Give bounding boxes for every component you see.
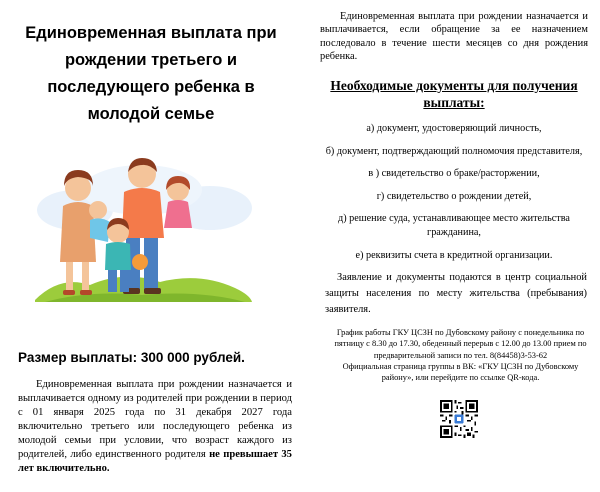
vk-page-text: Официальная страница группы в ВК: «ГКУ ЦСЗН по Дубовскому району», или перейдите по ссылке QR-кода. [342, 361, 579, 383]
document-item: б) документ, подтверждающий полномочия представителя, [325, 145, 583, 157]
page-title: Единовременная выплата при рождении третьего и последующего ребенка в молодой семье [25, 24, 277, 123]
submission-info-text: Заявление и документы подаются в центр социальной защиты населения по месту жительства (пребывания) заявителя. [325, 272, 587, 315]
family-illustration [30, 150, 255, 310]
schedule-text: График работы ГКУ ЦСЗН по Дубовскому району с понедельника по пятницу с 8.30 до 17.30, обеденный перерыв с 12.00 до 13.00 прием по предварительной записи по тел. 8(84458)3-53-62 [334, 328, 587, 360]
eligibility-text [18, 378, 292, 476]
girl-figure [164, 176, 192, 228]
document-item: а) документ, удостоверяющий личность, [366, 123, 542, 134]
ball [132, 254, 148, 270]
eligibility-text-emphasis: не превышает 35 лет включительно. [18, 449, 292, 474]
right-column [300, 0, 600, 492]
payment-amount-heading: Размер выплаты: 300 000 рублей. [18, 350, 245, 365]
document-item: в ) свидетельство о браке/расторжении, [368, 168, 540, 180]
required-documents-heading: Необходимые документы для получения выплаты: [330, 78, 578, 110]
document-item: д) решение суда, устанавливающее место жительства гражданина, [338, 213, 570, 238]
eligibility-text-main: Единовременная выплата при рождении назначается и выплачивается одному из родителей при рождении в период с 01 января 2025 года по 31 декабря 2027 года включительно третьего или последующего ребенка из молодой семьи при условии, что возраст каждого из родителей, либо единственного родителя [18, 379, 292, 460]
document-item: г) свидетельство о рождении детей, [376, 190, 532, 202]
document-item: е) реквизиты счета в кредитной организации. [355, 249, 553, 261]
application-deadline-text: Единовременная выплата при рождении назначается и выплачивается, если обращение за ее назначением последовало в течение шести месяцев со дня рождения ребенка. [320, 11, 588, 63]
required-documents-list [320, 122, 588, 262]
office-schedule [328, 327, 593, 383]
qr-code[interactable] [440, 400, 478, 438]
